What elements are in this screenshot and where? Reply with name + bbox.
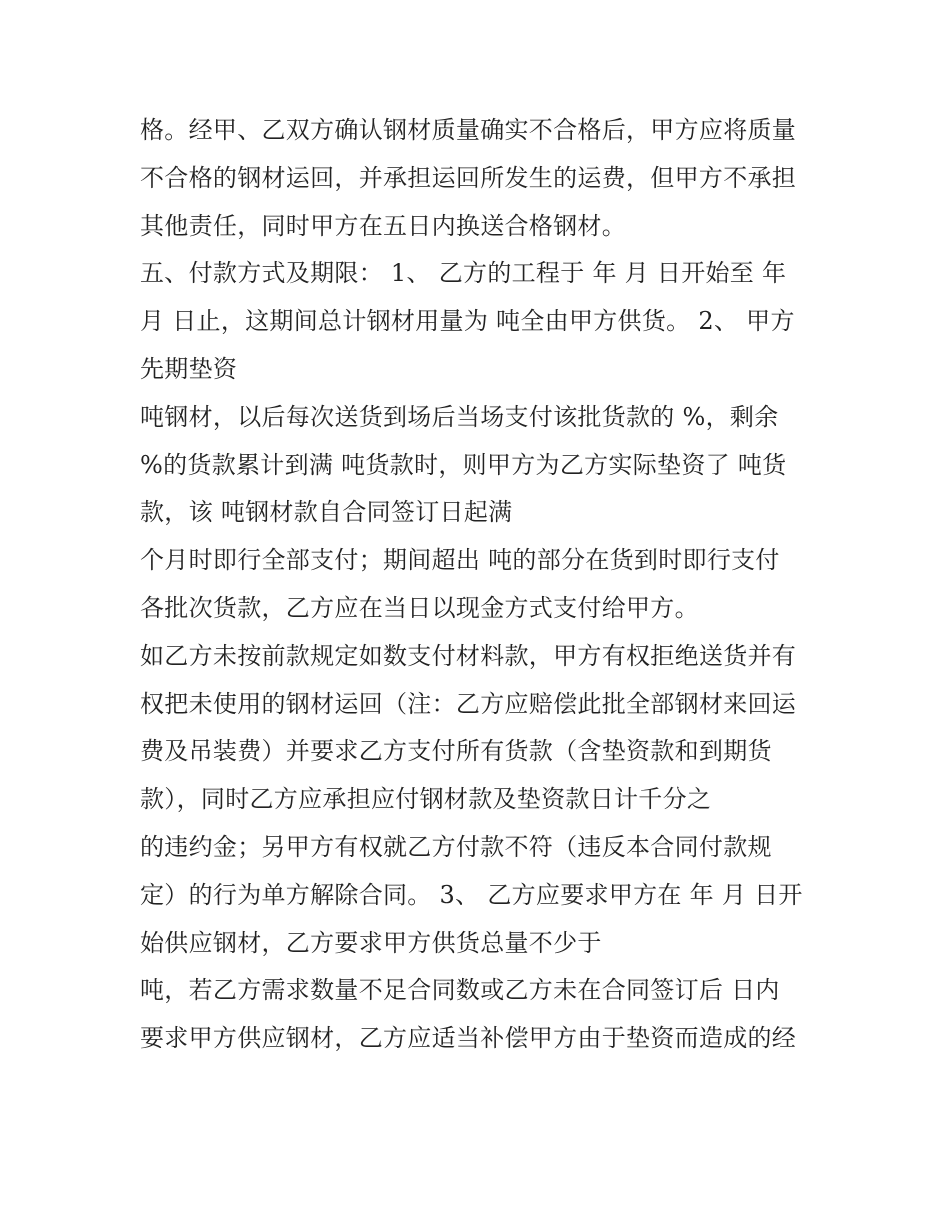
text-line-6: 先期垫资 — [140, 354, 238, 383]
text-line-16: 的违约金；另甲方有权就乙方付款不符（违反本合同付款规 — [140, 832, 772, 861]
text-line-3: 其他责任，同时甲方在五日内换送合格钢材。 — [140, 211, 626, 240]
text-line-10: 个月时即行全部支付；期间超出 吨的部分在货到时即行支付 — [140, 546, 780, 575]
text-line-9: 款，该 吨钢材款自合同签订日起满 — [140, 498, 513, 527]
text-line-7: 吨钢材，以后每次送货到场后当场支付该批货款的 %，剩余 — [140, 402, 779, 431]
text-line-20: 要求甲方供应钢材，乙方应适当补偿甲方由于垫资而造成的经 — [140, 1024, 797, 1053]
text-line-5: 月 日止，这期间总计钢材用量为 吨全由甲方供货。 2、 甲方 — [140, 307, 795, 336]
text-line-2: 不合格的钢材运回，并承担运回所发生的运费，但甲方不承担 — [140, 163, 797, 192]
text-line-1: 格。经甲、乙双方确认钢材质量确实不合格后，甲方应将质量 — [140, 116, 797, 144]
text-line-17: 定）的行为单方解除合同。 3、 乙方应要求甲方在 年 月 日开 — [140, 880, 803, 909]
text-line-19: 吨，若乙方需求数量不足合同数或乙方未在合同签订后 日内 — [140, 976, 780, 1005]
text-line-13: 权把未使用的钢材运回（注：乙方应赔偿此批全部钢材来回运 — [140, 689, 797, 718]
text-line-8: %的货款累计到满 吨货款时，则甲方为乙方实际垫资了 吨货 — [140, 450, 787, 479]
text-line-15: 款），同时乙方应承担应付钢材款及垫资款日计千分之 — [140, 785, 712, 814]
text-line-18: 始供应钢材，乙方要求甲方供货总量不少于 — [140, 928, 602, 957]
text-line-14: 费及吊装费）并要求乙方支付所有货款（含垫资款和到期货 — [140, 737, 772, 766]
body-text — [140, 107, 830, 1063]
text-line-11: 各批次货款，乙方应在当日以现金方式支付给甲方。 — [140, 593, 699, 622]
text-line-12: 如乙方未按前款规定如数支付材料款，甲方有权拒绝送货并有 — [140, 641, 797, 670]
text-line-4: 五、付款方式及期限： 1、 乙方的工程于 年 月 日开始至 年 — [140, 259, 787, 288]
